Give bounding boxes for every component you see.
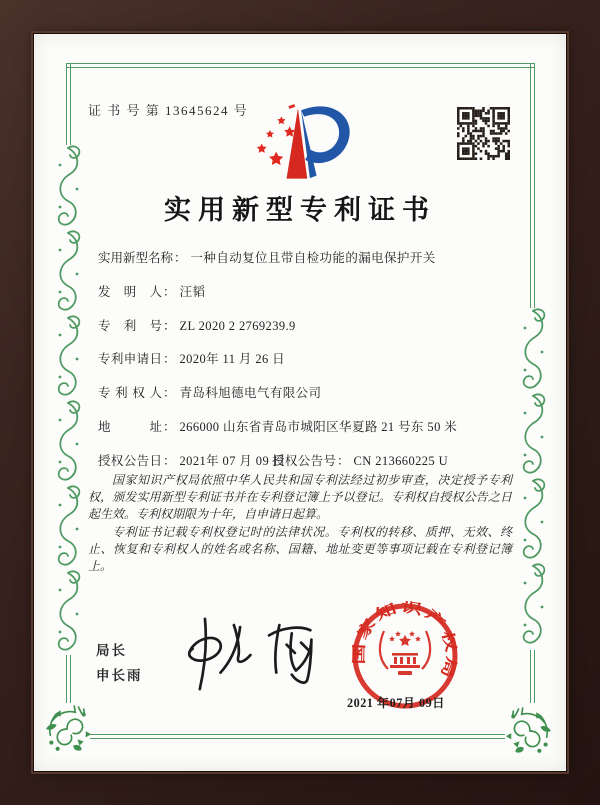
floral-ornament-bottom-right-icon (505, 706, 555, 761)
field-grant-number (272, 455, 448, 468)
field-label: 地址 (98, 419, 162, 434)
certificate-title: 实用新型专利证书 (164, 195, 436, 225)
field-colon: ： (163, 318, 176, 333)
field-value: 一种自动复位且带自检功能的漏电保护开关 (190, 251, 436, 265)
green-border-top (66, 63, 535, 68)
green-border-right-lower (530, 650, 535, 703)
field-colon: ： (163, 352, 176, 367)
field-row-grant (98, 455, 520, 468)
green-border-left-lower (66, 655, 71, 703)
national-emblem-icon (380, 631, 430, 675)
field-value: CN 213660225 U (353, 453, 449, 468)
seal-text: 国家知识产权局 (351, 601, 459, 676)
patent-fields (98, 252, 520, 489)
field-value: 汪韬 (179, 284, 206, 299)
field-value: 266000 山东省青岛市城阳区华夏路 21 号东 50 米 (179, 419, 458, 434)
floral-ornament-bottom-left-icon (42, 704, 92, 759)
field-colon: ： (163, 453, 176, 468)
seal-date: 2021 年07月 09日 (347, 696, 445, 710)
field-label: 授权公告号 (272, 453, 336, 468)
field-row-inventor (98, 286, 520, 299)
field-value: ZL 2020 2 2769239.9 (179, 318, 296, 333)
legal-text-block (88, 472, 512, 575)
signer-title: 局长 (96, 643, 127, 658)
cnipa-logo-icon (243, 100, 357, 188)
legal-paragraph-1: 国家知识产权局依照中华人民共和国专利法经过初步审查，决定授予专利权，颁发实用新型专利证书并在专利登记簿上予以登记。专利权自授权公告之日起生效。专利权期限为十年，自申请日起算。 (88, 473, 512, 522)
field-colon: ： (163, 284, 176, 299)
scroll-ornament-right-icon (515, 308, 551, 657)
signer-name: 申长雨 (96, 668, 143, 683)
field-row-address (98, 421, 520, 434)
green-border-left-upper (66, 63, 71, 145)
certificate-number: 证 书 号 第 13645624 号 (88, 103, 249, 118)
green-border-bottom (90, 734, 505, 739)
signer-block (96, 638, 143, 688)
field-colon: ： (337, 453, 350, 468)
legal-paragraph-2: 专利证书记载专利权登记时的法律状况。专利权的转移、质押、无效、终止、恢复和专利权人的姓名或名称、国籍、地址变更等事项记载在专利登记簿上。 (88, 524, 512, 574)
field-value: 青岛科旭德电气有限公司 (179, 386, 322, 401)
field-label: 发明人 (98, 284, 162, 299)
field-label: 专利申请日 (98, 352, 162, 367)
field-row-patentee (98, 387, 520, 400)
field-value: 2020年 11 月 26 日 (179, 352, 286, 367)
field-label: 专利号 (98, 318, 162, 333)
qr-code (457, 107, 510, 160)
field-colon: ： (163, 386, 176, 401)
director-signature-icon (175, 610, 330, 698)
field-row-patent-number (98, 320, 520, 333)
scroll-ornament-left-icon (50, 145, 86, 660)
field-row-filing-date (98, 353, 520, 366)
field-label: 授权公告日 (98, 453, 162, 468)
green-border-right-upper (530, 63, 535, 308)
field-colon: ： (174, 251, 187, 265)
field-label: 专利权人 (98, 386, 162, 401)
field-row-name (98, 252, 520, 265)
field-label: 实用新型名称 (98, 251, 174, 265)
field-value: 2021年 07 月 09 日 (179, 453, 286, 468)
field-colon: ： (163, 419, 176, 434)
